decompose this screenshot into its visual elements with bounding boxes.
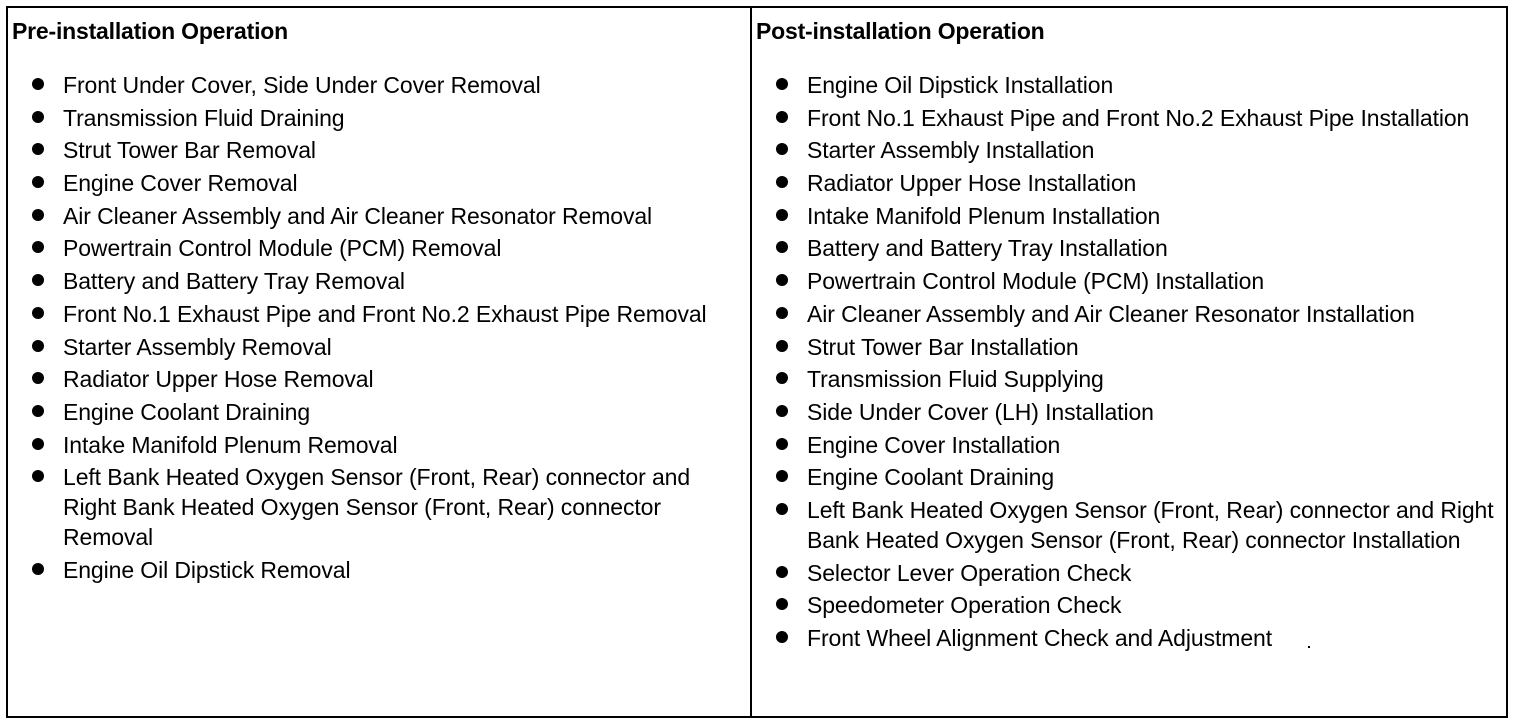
post-list-item xyxy=(776,462,1502,492)
post-list-item xyxy=(776,495,1502,555)
pre-item-text: Engine Oil Dipstick Removal xyxy=(63,556,351,583)
pre-list-item xyxy=(32,397,730,427)
pre-item-text: Radiator Upper Hose Removal xyxy=(63,366,374,393)
pre-installation-column xyxy=(8,8,752,716)
pre-item-text: Left Bank Heated Oxygen Sensor (Front, Rear) connector and Right Bank Heated Oxygen Sensor (Front, Rear) connector Removal xyxy=(63,464,691,551)
pre-list-item xyxy=(32,332,730,362)
pre-list-item xyxy=(32,103,730,133)
post-item-text: Engine Oil Dipstick Installation xyxy=(807,72,1114,98)
bullet-icon xyxy=(776,566,788,578)
bullet-icon xyxy=(776,340,788,352)
pre-item-text: Strut Tower Bar Removal xyxy=(63,137,316,164)
pre-item-text: Engine Coolant Draining xyxy=(63,398,311,425)
post-item-text: Air Cleaner Assembly and Air Cleaner Resonator Installation xyxy=(807,300,1415,327)
post-installation-heading: Post-installation Operation xyxy=(756,18,1045,44)
post-installation-column xyxy=(752,8,1506,716)
bullet-icon xyxy=(776,470,788,482)
bullet-icon xyxy=(776,438,788,450)
post-list-item xyxy=(776,201,1502,231)
pre-list-item xyxy=(32,168,730,198)
post-list-item xyxy=(776,266,1502,296)
pre-item-text: Intake Manifold Plenum Removal xyxy=(63,431,398,458)
post-list-item xyxy=(776,70,1502,100)
pre-item-text: Powertrain Control Module (PCM) Removal xyxy=(63,235,502,262)
post-list-item xyxy=(776,168,1502,198)
post-list-item xyxy=(776,430,1502,460)
bullet-icon xyxy=(776,176,788,188)
pre-list-item xyxy=(32,201,730,231)
pre-item-text: Transmission Fluid Draining xyxy=(63,104,345,131)
operations-table xyxy=(6,6,1508,718)
post-list-item xyxy=(776,590,1502,620)
pre-list-item xyxy=(32,266,730,296)
bullet-icon xyxy=(32,209,44,221)
post-item-text: Strut Tower Bar Installation xyxy=(807,333,1079,360)
post-list-item xyxy=(776,135,1502,165)
post-item-text: Radiator Upper Hose Installation xyxy=(807,170,1137,197)
bullet-icon xyxy=(776,241,788,253)
pre-list-item xyxy=(32,462,730,552)
post-item-text: Transmission Fluid Supplying xyxy=(807,366,1104,393)
bullet-icon xyxy=(32,111,44,123)
post-item-text: Selector Lever Operation Check xyxy=(807,559,1132,586)
bullet-icon xyxy=(32,405,44,417)
post-item-text: Speedometer Operation Check xyxy=(807,592,1122,619)
bullet-icon xyxy=(32,176,44,188)
post-item-text: Starter Assembly Installation xyxy=(807,137,1095,164)
pre-installation-list xyxy=(32,70,730,588)
bullet-icon xyxy=(32,241,44,253)
post-item-text: Engine Cover Installation xyxy=(807,431,1061,458)
post-list-item xyxy=(776,332,1502,362)
pre-list-item xyxy=(32,430,730,460)
post-list-item xyxy=(776,397,1502,427)
pre-list-item xyxy=(32,299,730,329)
post-list-item xyxy=(776,364,1502,394)
bullet-icon xyxy=(776,274,788,286)
pre-list-item xyxy=(32,70,730,100)
post-item-text: Powertrain Control Module (PCM) Installation xyxy=(807,268,1265,295)
bullet-icon xyxy=(32,563,44,575)
bullet-icon xyxy=(776,503,788,515)
stray-mark xyxy=(1308,646,1310,648)
pre-item-text: Front Under Cover, Side Under Cover Removal xyxy=(63,72,541,98)
post-list-item xyxy=(776,233,1502,263)
bullet-icon xyxy=(776,111,788,123)
bullet-icon xyxy=(32,274,44,286)
post-item-text: Side Under Cover (LH) Installation xyxy=(807,398,1154,425)
post-list-item xyxy=(776,299,1502,329)
bullet-icon xyxy=(32,438,44,450)
post-item-text: Battery and Battery Tray Installation xyxy=(807,235,1168,262)
bullet-icon xyxy=(776,307,788,319)
pre-list-item xyxy=(32,135,730,165)
bullet-icon xyxy=(32,78,44,90)
pre-item-text: Front No.1 Exhaust Pipe and Front No.2 Exhaust Pipe Removal xyxy=(63,300,707,327)
bullet-icon xyxy=(776,405,788,417)
post-item-text: Front Wheel Alignment Check and Adjustment xyxy=(807,625,1272,651)
bullet-icon xyxy=(32,340,44,352)
post-item-text: Intake Manifold Plenum Installation xyxy=(807,202,1161,229)
bullet-icon xyxy=(776,209,788,221)
bullet-icon xyxy=(776,631,788,643)
post-item-text: Left Bank Heated Oxygen Sensor (Front, Rear) connector and Right Bank Heated Oxygen Sensor (Front, Rear) connector Installation xyxy=(807,496,1494,553)
post-list-item xyxy=(776,558,1502,588)
bullet-icon xyxy=(776,78,788,90)
post-installation-list xyxy=(776,70,1502,656)
bullet-icon xyxy=(776,372,788,384)
bullet-icon xyxy=(32,307,44,319)
bullet-icon xyxy=(32,372,44,384)
bullet-icon xyxy=(32,470,44,482)
post-list-item xyxy=(776,103,1502,133)
pre-item-text: Air Cleaner Assembly and Air Cleaner Resonator Removal xyxy=(63,202,653,229)
bullet-icon xyxy=(776,598,788,610)
pre-list-item xyxy=(32,364,730,394)
post-item-text: Engine Coolant Draining xyxy=(807,464,1055,491)
pre-list-item xyxy=(32,555,730,585)
post-item-text: Front No.1 Exhaust Pipe and Front No.2 Exhaust Pipe Installation xyxy=(807,104,1470,131)
bullet-icon xyxy=(776,143,788,155)
pre-installation-heading: Pre-installation Operation xyxy=(12,18,288,44)
pre-list-item xyxy=(32,233,730,263)
post-list-item xyxy=(776,623,1502,653)
pre-item-text: Starter Assembly Removal xyxy=(63,333,332,360)
pre-item-text: Battery and Battery Tray Removal xyxy=(63,268,405,295)
bullet-icon xyxy=(32,143,44,155)
pre-item-text: Engine Cover Removal xyxy=(63,170,298,197)
